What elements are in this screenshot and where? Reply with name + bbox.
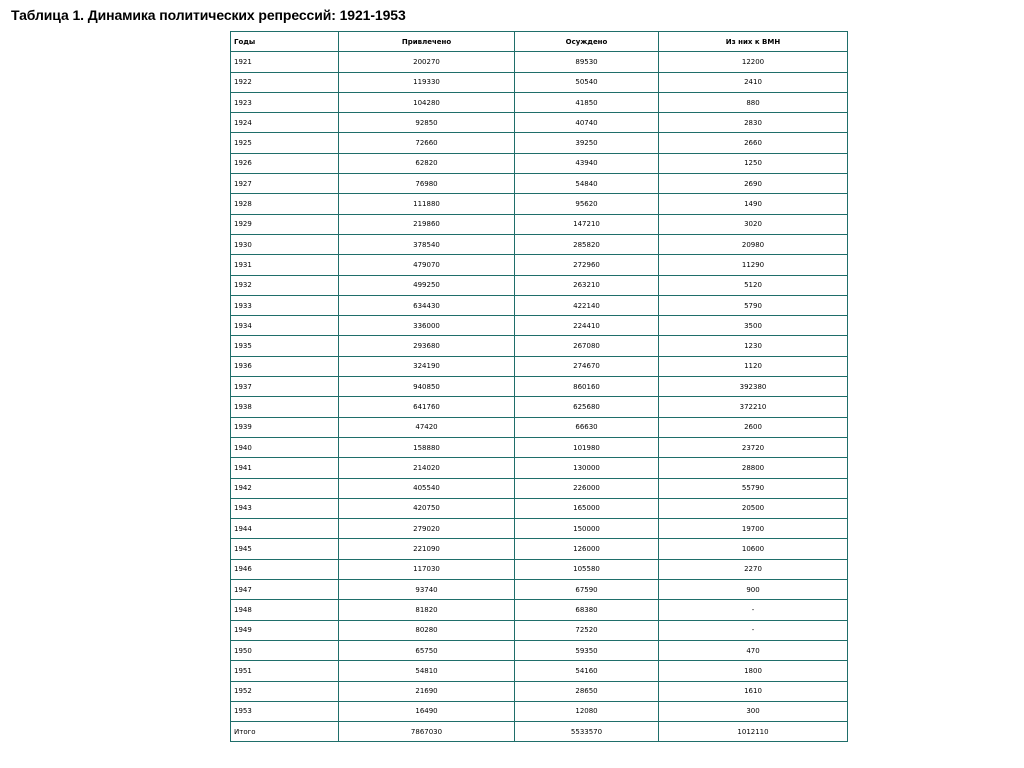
cell-death-penalty: 2410 bbox=[659, 72, 848, 92]
table-row bbox=[231, 214, 848, 234]
cell-year: 1942 bbox=[231, 478, 339, 498]
table-header-row bbox=[231, 32, 848, 52]
header-involved: Привлечено bbox=[339, 32, 515, 52]
cell-death-penalty: - bbox=[659, 620, 848, 640]
table-row bbox=[231, 72, 848, 92]
cell-death-penalty: 392380 bbox=[659, 377, 848, 397]
cell-convicted: 625680 bbox=[515, 397, 659, 417]
cell-year: Итого bbox=[231, 722, 339, 742]
cell-year: 1936 bbox=[231, 356, 339, 376]
cell-involved: 62820 bbox=[339, 153, 515, 173]
table-row bbox=[231, 153, 848, 173]
cell-convicted: 150000 bbox=[515, 519, 659, 539]
cell-convicted: 59350 bbox=[515, 640, 659, 660]
cell-year: 1932 bbox=[231, 275, 339, 295]
cell-convicted: 226000 bbox=[515, 478, 659, 498]
cell-convicted: 274670 bbox=[515, 356, 659, 376]
header-death-penalty: Из них к ВМН bbox=[659, 32, 848, 52]
cell-death-penalty: 2270 bbox=[659, 559, 848, 579]
table-row bbox=[231, 336, 848, 356]
table-body bbox=[231, 52, 848, 742]
cell-death-penalty: 11290 bbox=[659, 255, 848, 275]
cell-year: 1933 bbox=[231, 295, 339, 315]
cell-convicted: 126000 bbox=[515, 539, 659, 559]
cell-convicted: 5533570 bbox=[515, 722, 659, 742]
table-row bbox=[231, 478, 848, 498]
cell-involved: 641760 bbox=[339, 397, 515, 417]
cell-convicted: 263210 bbox=[515, 275, 659, 295]
cell-convicted: 267080 bbox=[515, 336, 659, 356]
cell-death-penalty: 372210 bbox=[659, 397, 848, 417]
cell-year: 1948 bbox=[231, 600, 339, 620]
repressions-table bbox=[230, 31, 848, 742]
cell-involved: 214020 bbox=[339, 458, 515, 478]
cell-involved: 293680 bbox=[339, 336, 515, 356]
cell-year: 1922 bbox=[231, 72, 339, 92]
cell-convicted: 43940 bbox=[515, 153, 659, 173]
cell-involved: 219860 bbox=[339, 214, 515, 234]
cell-involved: 81820 bbox=[339, 600, 515, 620]
cell-involved: 200270 bbox=[339, 52, 515, 72]
table-row bbox=[231, 640, 848, 660]
cell-death-penalty: 880 bbox=[659, 92, 848, 112]
cell-convicted: 39250 bbox=[515, 133, 659, 153]
cell-involved: 279020 bbox=[339, 519, 515, 539]
cell-convicted: 40740 bbox=[515, 113, 659, 133]
cell-year: 1935 bbox=[231, 336, 339, 356]
cell-involved: 324190 bbox=[339, 356, 515, 376]
cell-convicted: 54840 bbox=[515, 174, 659, 194]
cell-convicted: 67590 bbox=[515, 580, 659, 600]
cell-year: 1926 bbox=[231, 153, 339, 173]
cell-convicted: 50540 bbox=[515, 72, 659, 92]
cell-year: 1925 bbox=[231, 133, 339, 153]
table-row bbox=[231, 681, 848, 701]
cell-year: 1931 bbox=[231, 255, 339, 275]
cell-convicted: 165000 bbox=[515, 498, 659, 518]
cell-year: 1949 bbox=[231, 620, 339, 640]
page-title: Таблица 1. Динамика политических репрессий: 1921-1953 bbox=[11, 7, 406, 23]
cell-convicted: 89530 bbox=[515, 52, 659, 72]
cell-death-penalty: 300 bbox=[659, 701, 848, 721]
cell-involved: 93740 bbox=[339, 580, 515, 600]
cell-involved: 111880 bbox=[339, 194, 515, 214]
cell-involved: 21690 bbox=[339, 681, 515, 701]
cell-year: 1930 bbox=[231, 234, 339, 254]
repressions-table-container bbox=[230, 31, 848, 742]
cell-convicted: 101980 bbox=[515, 437, 659, 457]
cell-involved: 940850 bbox=[339, 377, 515, 397]
cell-death-penalty: 10600 bbox=[659, 539, 848, 559]
cell-involved: 634430 bbox=[339, 295, 515, 315]
cell-convicted: 66630 bbox=[515, 417, 659, 437]
table-row bbox=[231, 559, 848, 579]
cell-convicted: 54160 bbox=[515, 661, 659, 681]
cell-convicted: 72520 bbox=[515, 620, 659, 640]
table-row bbox=[231, 174, 848, 194]
cell-death-penalty: 55790 bbox=[659, 478, 848, 498]
cell-death-penalty: 1490 bbox=[659, 194, 848, 214]
cell-year: 1938 bbox=[231, 397, 339, 417]
table-row bbox=[231, 580, 848, 600]
cell-death-penalty: 3500 bbox=[659, 316, 848, 336]
table-row bbox=[231, 275, 848, 295]
cell-year: 1921 bbox=[231, 52, 339, 72]
cell-convicted: 130000 bbox=[515, 458, 659, 478]
table-row bbox=[231, 295, 848, 315]
cell-year: 1939 bbox=[231, 417, 339, 437]
cell-death-penalty: 20500 bbox=[659, 498, 848, 518]
table-row bbox=[231, 498, 848, 518]
cell-death-penalty: 1012110 bbox=[659, 722, 848, 742]
cell-death-penalty: 20980 bbox=[659, 234, 848, 254]
cell-death-penalty: 1250 bbox=[659, 153, 848, 173]
cell-year: 1924 bbox=[231, 113, 339, 133]
cell-involved: 76980 bbox=[339, 174, 515, 194]
cell-convicted: 28650 bbox=[515, 681, 659, 701]
cell-year: 1952 bbox=[231, 681, 339, 701]
cell-year: 1923 bbox=[231, 92, 339, 112]
cell-year: 1940 bbox=[231, 437, 339, 457]
cell-convicted: 422140 bbox=[515, 295, 659, 315]
table-row bbox=[231, 661, 848, 681]
cell-involved: 72660 bbox=[339, 133, 515, 153]
cell-involved: 405540 bbox=[339, 478, 515, 498]
cell-death-penalty: - bbox=[659, 600, 848, 620]
table-row bbox=[231, 316, 848, 336]
cell-convicted: 224410 bbox=[515, 316, 659, 336]
cell-death-penalty: 470 bbox=[659, 640, 848, 660]
table-row bbox=[231, 437, 848, 457]
cell-death-penalty: 28800 bbox=[659, 458, 848, 478]
cell-death-penalty: 19700 bbox=[659, 519, 848, 539]
cell-death-penalty: 1120 bbox=[659, 356, 848, 376]
cell-death-penalty: 23720 bbox=[659, 437, 848, 457]
table-row bbox=[231, 397, 848, 417]
cell-convicted: 95620 bbox=[515, 194, 659, 214]
cell-year: 1946 bbox=[231, 559, 339, 579]
cell-death-penalty: 5120 bbox=[659, 275, 848, 295]
table-row bbox=[231, 519, 848, 539]
table-row bbox=[231, 620, 848, 640]
cell-involved: 336000 bbox=[339, 316, 515, 336]
cell-year: 1928 bbox=[231, 194, 339, 214]
cell-involved: 221090 bbox=[339, 539, 515, 559]
table-row bbox=[231, 417, 848, 437]
cell-year: 1929 bbox=[231, 214, 339, 234]
cell-involved: 80280 bbox=[339, 620, 515, 640]
cell-involved: 47420 bbox=[339, 417, 515, 437]
cell-convicted: 147210 bbox=[515, 214, 659, 234]
cell-year: 1950 bbox=[231, 640, 339, 660]
cell-involved: 119330 bbox=[339, 72, 515, 92]
cell-convicted: 285820 bbox=[515, 234, 659, 254]
table-row bbox=[231, 113, 848, 133]
cell-death-penalty: 900 bbox=[659, 580, 848, 600]
table-row bbox=[231, 52, 848, 72]
cell-involved: 117030 bbox=[339, 559, 515, 579]
cell-year: 1944 bbox=[231, 519, 339, 539]
cell-convicted: 41850 bbox=[515, 92, 659, 112]
cell-year: 1934 bbox=[231, 316, 339, 336]
table-row bbox=[231, 377, 848, 397]
cell-involved: 378540 bbox=[339, 234, 515, 254]
cell-year: 1941 bbox=[231, 458, 339, 478]
cell-convicted: 12080 bbox=[515, 701, 659, 721]
cell-involved: 92850 bbox=[339, 113, 515, 133]
cell-involved: 104280 bbox=[339, 92, 515, 112]
cell-year: 1951 bbox=[231, 661, 339, 681]
cell-convicted: 68380 bbox=[515, 600, 659, 620]
table-row bbox=[231, 255, 848, 275]
table-row bbox=[231, 234, 848, 254]
cell-convicted: 272960 bbox=[515, 255, 659, 275]
cell-death-penalty: 1800 bbox=[659, 661, 848, 681]
table-row bbox=[231, 356, 848, 376]
cell-involved: 16490 bbox=[339, 701, 515, 721]
cell-death-penalty: 1230 bbox=[659, 336, 848, 356]
cell-involved: 420750 bbox=[339, 498, 515, 518]
cell-death-penalty: 2830 bbox=[659, 113, 848, 133]
table-row bbox=[231, 701, 848, 721]
cell-convicted: 860160 bbox=[515, 377, 659, 397]
cell-death-penalty: 12200 bbox=[659, 52, 848, 72]
cell-involved: 7867030 bbox=[339, 722, 515, 742]
cell-death-penalty: 5790 bbox=[659, 295, 848, 315]
cell-involved: 54810 bbox=[339, 661, 515, 681]
cell-year: 1927 bbox=[231, 174, 339, 194]
cell-death-penalty: 2600 bbox=[659, 417, 848, 437]
cell-death-penalty: 2690 bbox=[659, 174, 848, 194]
cell-year: 1943 bbox=[231, 498, 339, 518]
cell-death-penalty: 3020 bbox=[659, 214, 848, 234]
cell-year: 1945 bbox=[231, 539, 339, 559]
cell-involved: 479070 bbox=[339, 255, 515, 275]
cell-involved: 158880 bbox=[339, 437, 515, 457]
cell-year: 1953 bbox=[231, 701, 339, 721]
table-row bbox=[231, 539, 848, 559]
table-row bbox=[231, 133, 848, 153]
table-row bbox=[231, 92, 848, 112]
cell-involved: 65750 bbox=[339, 640, 515, 660]
header-convicted: Осуждено bbox=[515, 32, 659, 52]
table-row bbox=[231, 600, 848, 620]
cell-year: 1937 bbox=[231, 377, 339, 397]
cell-year: 1947 bbox=[231, 580, 339, 600]
table-total-row bbox=[231, 722, 848, 742]
table-row bbox=[231, 458, 848, 478]
table-row bbox=[231, 194, 848, 214]
cell-death-penalty: 2660 bbox=[659, 133, 848, 153]
header-years: Годы bbox=[231, 32, 339, 52]
cell-convicted: 105580 bbox=[515, 559, 659, 579]
cell-involved: 499250 bbox=[339, 275, 515, 295]
cell-death-penalty: 1610 bbox=[659, 681, 848, 701]
